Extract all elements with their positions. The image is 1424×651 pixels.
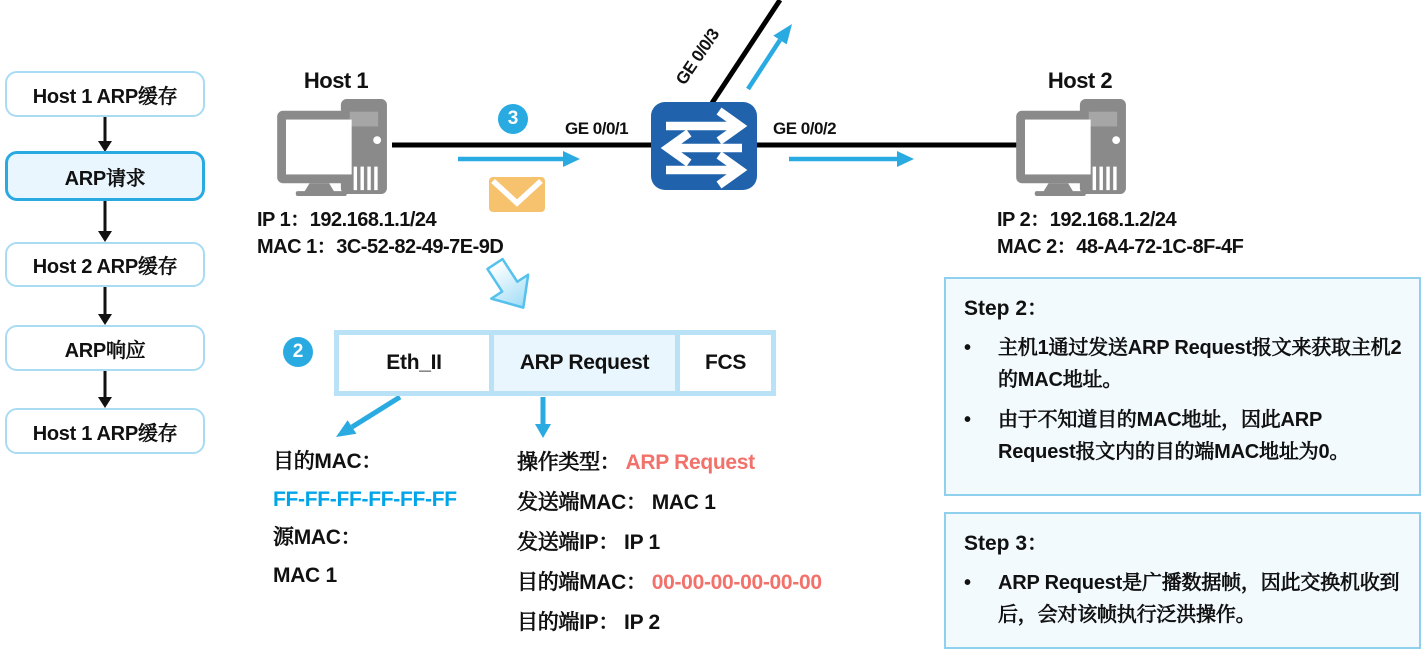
target-ip-label: 目的端IP： (517, 611, 620, 634)
flowchart-step-host2-cache: Host 2 ARP缓存 (5, 242, 205, 287)
note-step3-bullet-1: • ARP Request是广播数据帧，因此交换机收到后，会对该帧执行泛洪操作。 (998, 572, 1400, 626)
step3-badge: 3 (498, 104, 528, 134)
frame-cell-arp-request: ARP Request (494, 335, 675, 391)
note-step2-bullet-2: • 由于不知道目的MAC地址，因此ARP Request报文内的目的端MAC地址为0。 (998, 409, 1350, 463)
host1-ip-value: 192.168.1.1/24 (309, 209, 437, 231)
target-mac-value: 00-00-00-00-00-00 (651, 571, 822, 594)
src-mac-value: MAC 1 (273, 564, 337, 587)
host1-title: Host 1 (303, 68, 369, 93)
host2-ip-value: 192.168.1.2/24 (1049, 209, 1177, 231)
host2-computer-icon (1015, 98, 1133, 201)
link-switch-uplink (712, 0, 780, 103)
flowchart-step-host1-cache-2: Host 1 ARP缓存 (5, 408, 205, 454)
eth-header-detail (273, 443, 457, 595)
flowchart-step-arp-request: ARP请求 (5, 151, 205, 201)
op-type-value: ARP Request (625, 451, 755, 474)
arp-payload-detail (517, 443, 822, 643)
sender-mac-label: 发送端MAC： (517, 491, 647, 514)
port-ge001-label: GE 0/0/1 (565, 119, 629, 138)
ethernet-frame-structure (334, 330, 776, 396)
dst-mac-label: 目的MAC： (273, 450, 383, 473)
port-ge002-label: GE 0/0/2 (773, 119, 837, 138)
port-ge003-label: GE 0/0/3 (672, 25, 724, 89)
flowchart-step-host1-cache: Host 1 ARP缓存 (5, 71, 205, 117)
target-mac-label: 目的端MAC： (517, 571, 647, 594)
op-type-label: 操作类型： (517, 451, 621, 474)
host1-ip-label: IP 1： (257, 209, 310, 231)
host2-ip-label: IP 2： (997, 209, 1050, 231)
flowchart-step-arp-reply: ARP响应 (5, 325, 205, 371)
switch-icon (651, 102, 757, 195)
frame-cell-fcs: FCS (680, 335, 771, 391)
src-mac-label: 源MAC： (273, 526, 362, 549)
host2-mac-value: 48-A4-72-1C-8F-4F (1076, 236, 1244, 258)
frame-cell-eth2: Eth_II (339, 335, 489, 391)
host1-computer-icon (276, 98, 394, 201)
note-step2 (944, 277, 1421, 496)
note-step3-title: Step 3： (964, 532, 1049, 555)
callout-arrow-icon (477, 252, 542, 320)
host1-mac-label: MAC 1： (257, 236, 337, 258)
sender-ip-value: IP 1 (624, 531, 660, 554)
target-ip-value: IP 2 (624, 611, 660, 634)
note-step2-bullet-1: • 主机1通过发送ARP Request报文来获取主机2的MAC地址。 (998, 337, 1402, 391)
note-step3 (944, 512, 1421, 649)
host2-title: Host 2 (1047, 68, 1113, 93)
host1-address-block (257, 207, 503, 261)
host1-mac-value: 3C-52-82-49-7E-9D (336, 236, 504, 258)
host2-mac-label: MAC 2： (997, 236, 1077, 258)
sender-mac-value: MAC 1 (651, 491, 716, 514)
host2-address-block (997, 207, 1243, 261)
step2-badge: 2 (283, 337, 313, 367)
dst-mac-value: FF-FF-FF-FF-FF-FF (273, 488, 457, 511)
note-step2-title: Step 2： (964, 297, 1049, 320)
sender-ip-label: 发送端IP： (517, 531, 620, 554)
